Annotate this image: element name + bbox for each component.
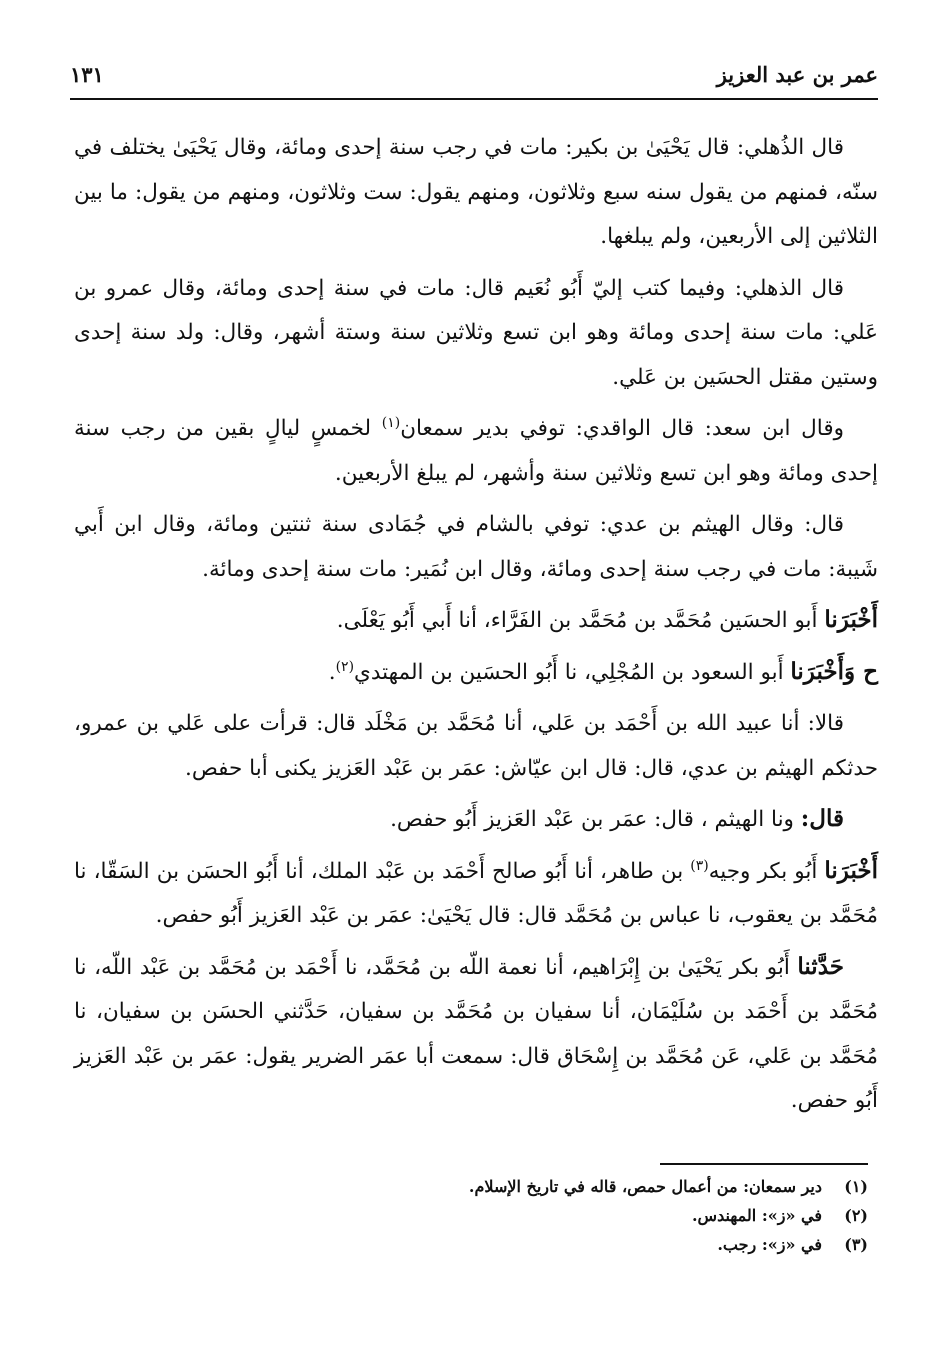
paragraph	[74, 266, 878, 401]
footnotes	[74, 1172, 868, 1259]
page-header	[70, 58, 878, 94]
footnote	[74, 1201, 868, 1230]
footnote-text: في «ز»: رجب.	[717, 1235, 822, 1254]
paragraph	[74, 406, 878, 496]
paragraph	[74, 797, 878, 843]
footnote	[74, 1230, 868, 1259]
paragraph-text: أَبُو بكر يَحْيَىٰ بن إِبْرَاهيم، أنا نعمة اللّه بن مُحَمَّد، نا أَحْمَد بن مُحَمَّد بن عَبْد اللّه، نا مُحَمَّد بن أَحْمَد بن سُلَيْمَان، أنا سفيان بن مُحَمَّد بن سفيان، حَدَّثني الحسَن بن سفيان، نا مُحَمَّد بن عَلي، عَن مُحَمَّد بن إِسْحَاق قال: سمعت أبا عمَر الضرير يقول: عمَر بن عَبْد العَزيز أَبُو حفص.	[74, 954, 878, 1113]
lead-word: أَخْبَرَنا	[824, 606, 878, 633]
footnote-number: (٢)	[844, 1206, 868, 1225]
paragraph-text: أَبُو بكر وجيه	[708, 858, 825, 884]
paragraph	[74, 502, 878, 592]
paragraph-text: وقال ابن سعد: قال الواقدي: توفي بدير سمعان	[400, 416, 844, 441]
lead-word: حَدَّثنا	[797, 952, 844, 980]
footnote-text: دير سمعان: من أعمال حمص، قاله في تاريخ الإسلام.	[468, 1177, 822, 1196]
paragraph	[74, 701, 878, 791]
paragraph	[74, 125, 878, 260]
page-number: ١٣١	[70, 62, 104, 87]
paragraph-text: قالا: أنا عبيد الله بن أَحْمَد بن عَلي، أنا مُحَمَّد بن مَخْلَد قال: قرأت على عَلي بن عمرو، حدثكم الهيثم بن عدي، قال: قال ابن عيّاش: عمَر بن عَبْد العَزيز يكنى أبا حفص.	[74, 711, 878, 781]
lead-word: ح وَأَخْبَرَنا	[790, 657, 878, 685]
paragraph-text: ونا الهيثم ، قال: عمَر بن عَبْد العَزيز أَبُو حفص.	[390, 807, 801, 832]
paragraph	[74, 849, 878, 939]
paragraph-text: قال: وقال الهيثم بن عدي: توفي بالشام في جُمَادى سنة ثنتين ومائة، وقال ابن أَبي شَيبة: مات في رجب سنة إحدى ومائة، وقال ابن نُمَير: مات سنة إحدى ومائة.	[74, 512, 878, 582]
footnote-number: (١)	[844, 1177, 868, 1196]
footnote-marker: (١)	[381, 414, 401, 431]
header-rule	[70, 98, 878, 100]
footnote-text: في «ز»: المهندس.	[691, 1206, 822, 1225]
paragraph	[74, 945, 878, 1124]
paragraph-tail: .	[328, 659, 336, 685]
running-title: عمر بن عبد العزيز	[716, 62, 878, 87]
footnote-marker: (٣)	[690, 857, 709, 874]
paragraph-text: قال الذهلي: وفيما كتب إليّ أَبُو نُعَيم قال: مات في سنة إحدى ومائة، وقال عمرو بن عَلي: مات سنة إحدى ومائة وهو ابن تسع وثلاثين سنة وستة أشهر، وقال: ولد سنة إحدى وستين مقتل الحسَين بن عَلي.	[74, 275, 878, 390]
paragraph	[74, 650, 878, 696]
main-text	[74, 125, 878, 1130]
footnote	[74, 1172, 868, 1201]
paragraph-text: أَبو السعود بن المُجْلِي، نا أَبُو الحسَين بن المهتدي	[354, 659, 791, 685]
footnote-number: (٣)	[844, 1235, 868, 1254]
paragraph-text: قال الذُهلي: قال يَحْيَىٰ بن بكير: مات في رجب سنة إحدى ومائة، وقال يَحْيَىٰ يختلف في سنّه، فمنهم من يقول سنه سبع وثلاثون، ومنهم يقول: ست وثلاثون، ومنهم من يقول: ما بين الثلاثين إلى الأربعين، ولم يبلغها.	[74, 135, 878, 249]
lead-word: أَخْبَرَنا	[824, 856, 878, 884]
paragraph-tail: لخمسٍ ليالٍ بقين من رجب سنة إحدى ومائة وهو ابن تسع وثلاثين سنة وأشهر، لم يبلغ الأربعين.	[74, 416, 878, 486]
paragraph-text: أَبو الحسَين مُحَمَّد بن مُحَمَّد بن الفَرَّاء، أنا أَبي أَبُو يَعْلَى.	[336, 608, 825, 633]
paragraph-tail: بن طاهر، أنا أَبُو صالح أَحْمَد بن عَبْد الملك، أنا أَبُو الحسَن بن السَقّا، نا مُحَمَّد بن يعقوب، نا عباس بن مُحَمَّد قال: قال يَحْيَىٰ: عمَر بن عَبْد العَزيز أَبُو حفص.	[74, 858, 878, 928]
lead-word: قال:	[800, 805, 844, 832]
paragraph	[74, 598, 878, 644]
footnote-rule	[660, 1163, 868, 1165]
footnote-marker: (٢)	[335, 658, 355, 675]
